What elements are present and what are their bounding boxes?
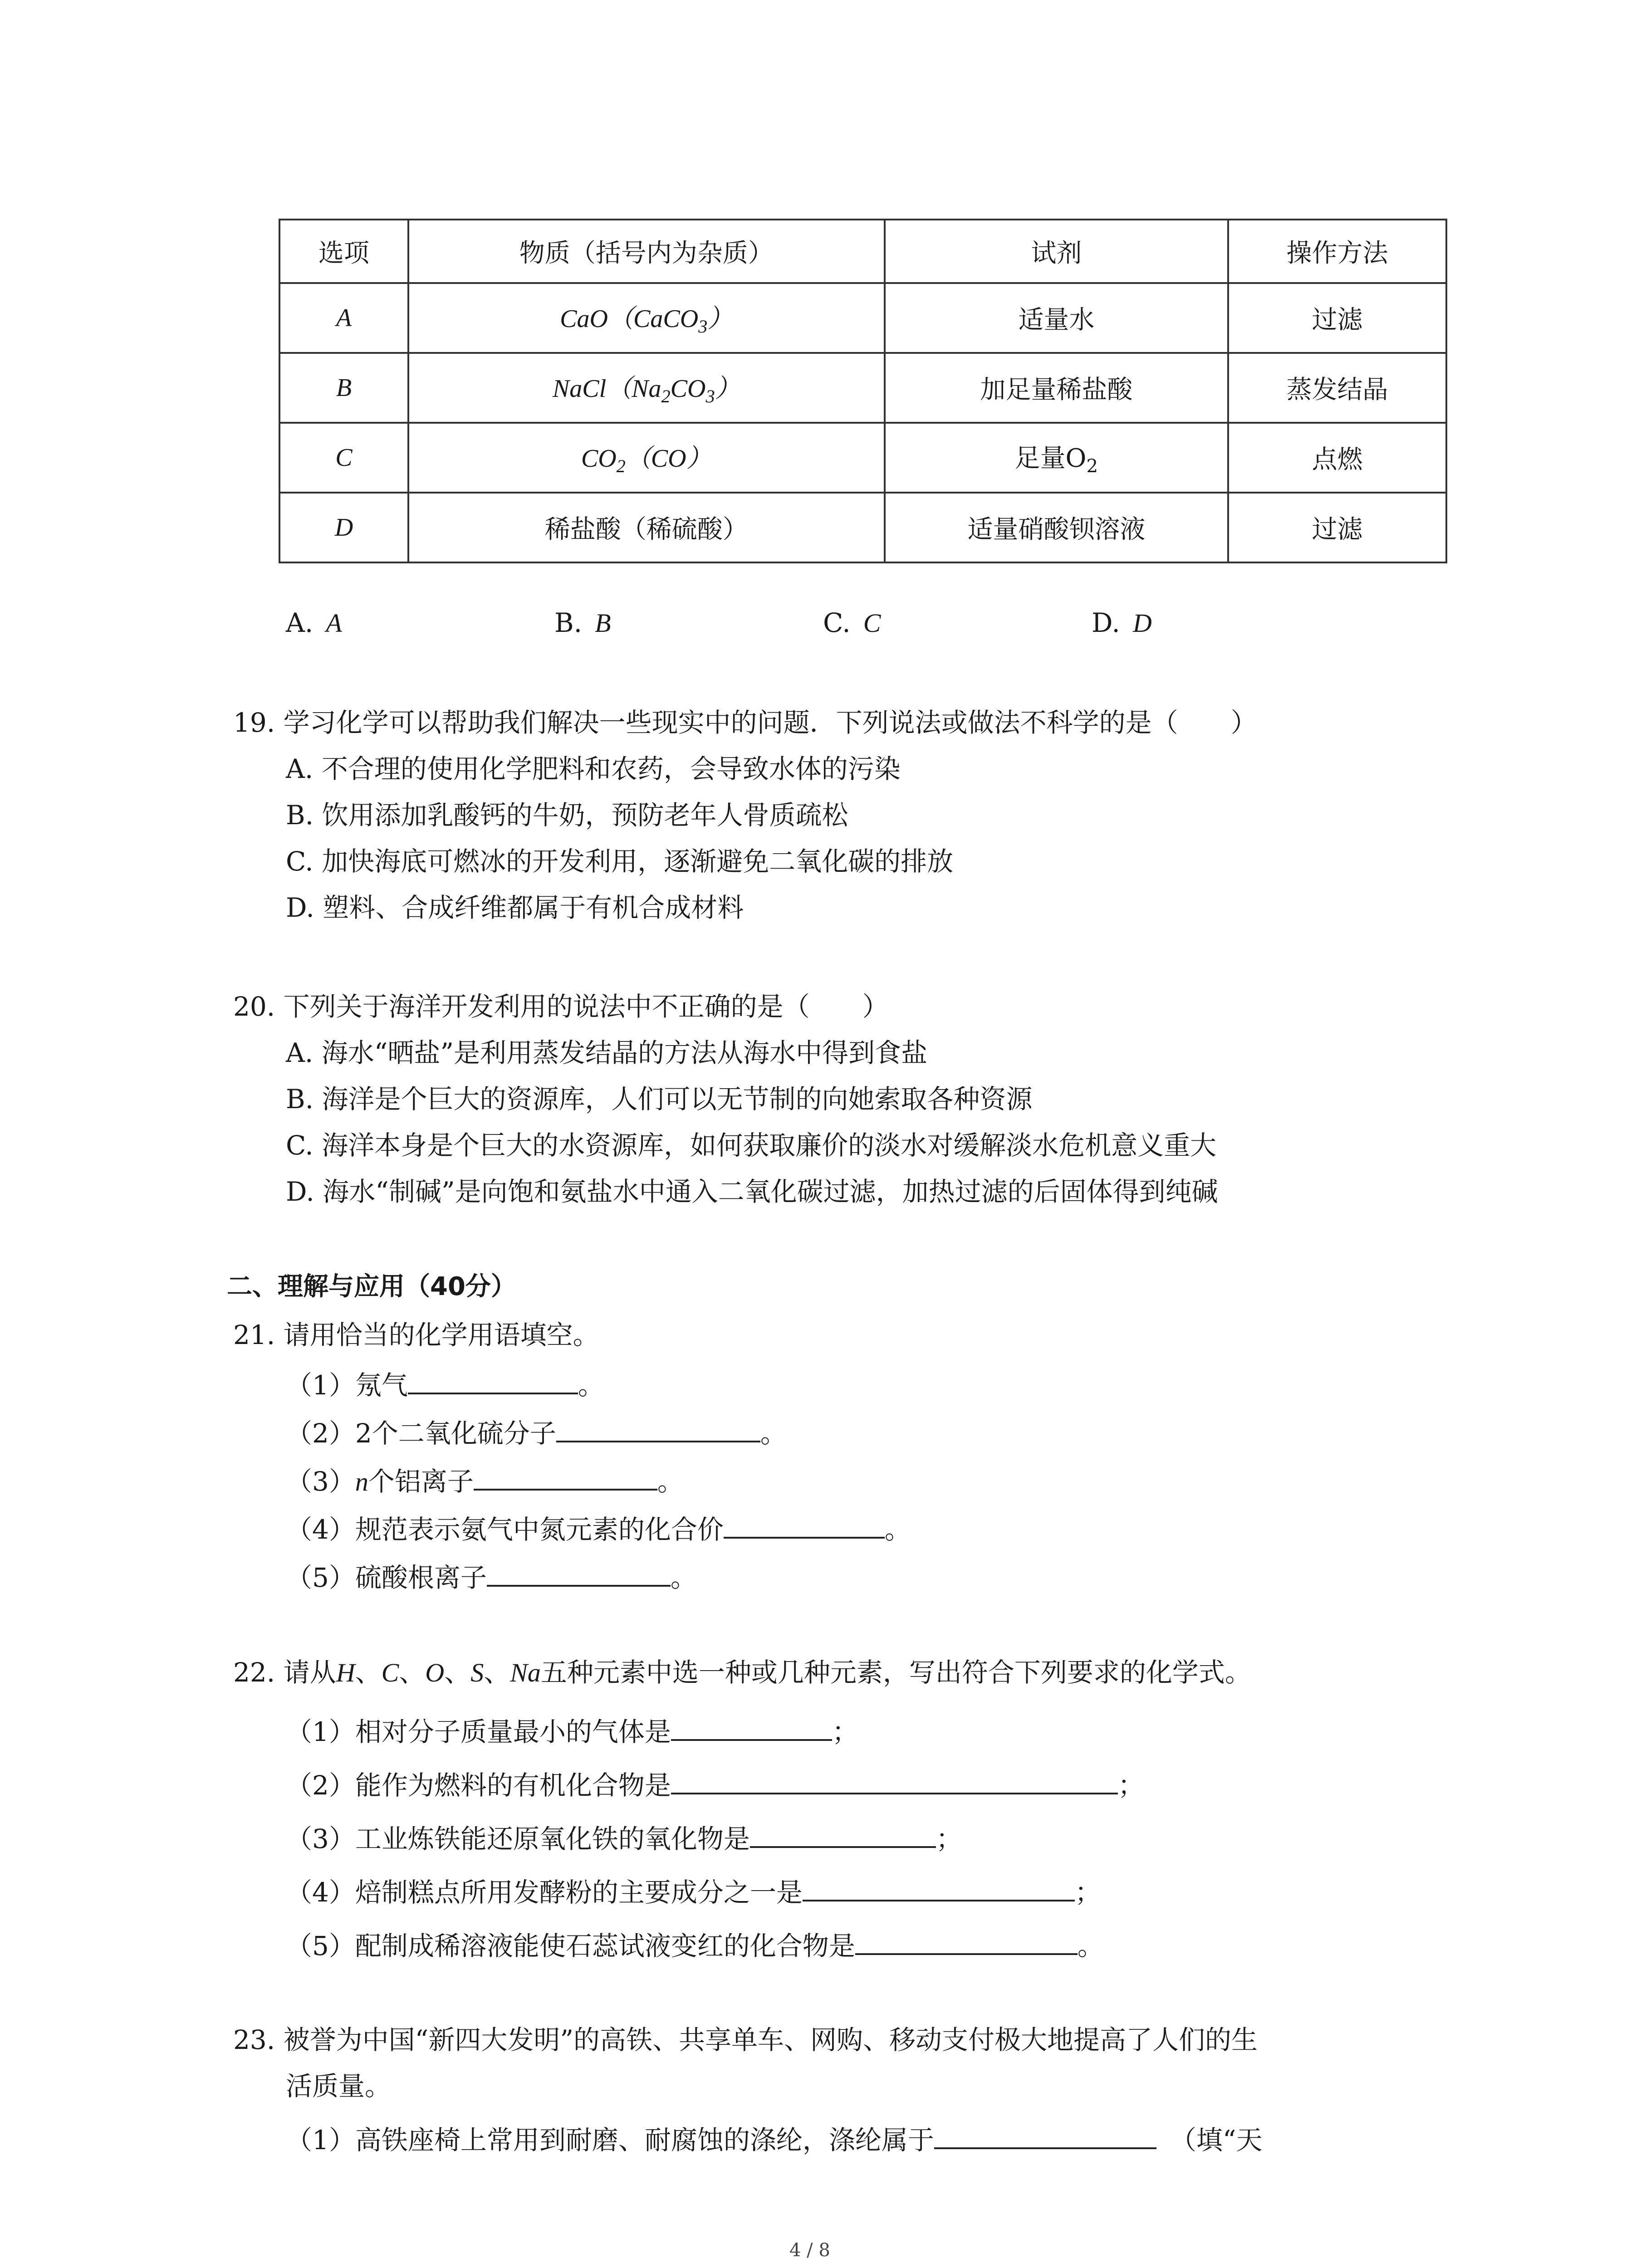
q22-item-2 [286, 1766, 1144, 1802]
method-cell: 过滤 [1228, 283, 1446, 353]
choice-label: C. [823, 607, 851, 638]
item-end: ； [1074, 1877, 1101, 1908]
answer-blank[interactable] [408, 1366, 578, 1394]
reagent-cell: 适量硝酸钡溶液 [885, 493, 1228, 562]
q18-choice-a[interactable] [286, 606, 342, 640]
q22-item-3 [286, 1820, 962, 1856]
table-header-cell: 试剂 [885, 220, 1228, 283]
item-text: （2）能作为燃料的有机化合物是 [286, 1770, 671, 1801]
element-symbol: H [336, 1658, 355, 1687]
method-cell: 点燃 [1228, 423, 1446, 493]
answer-blank[interactable] [474, 1462, 657, 1491]
method-cell: 过滤 [1228, 493, 1446, 562]
q22-stem: 22. 请从H、C、O、S、Na五种元素中选一种或几种元素，写出符合下列要求的化学式。 [233, 1657, 1251, 1688]
choice-label: A. [286, 607, 314, 638]
item-variable: n [355, 1467, 368, 1496]
item-end: ； [1117, 1770, 1144, 1801]
substance-cell [408, 283, 885, 353]
item-text: （4）焙制糕点所用发酵粉的主要成分之一是 [286, 1877, 803, 1908]
table-row [279, 423, 1446, 493]
substance-text: $NaCl(Na_2CO_3)$ [552, 375, 740, 407]
q21-item-5 [286, 1559, 697, 1594]
q21-item-4 [286, 1510, 911, 1546]
q21-item-2 [286, 1414, 787, 1450]
q20-option-b[interactable]: B. 海洋是个巨大的资源库，人们可以无节制的向她索取各种资源 [286, 1084, 1033, 1114]
answer-blank[interactable] [803, 1873, 1075, 1901]
q22-item-1 [286, 1713, 858, 1749]
item-end: ； [832, 1716, 858, 1747]
q19-stem: 19. 学习化学可以帮助我们解决一些现实中的问题．下列说法或做法不科学的是（ ） [233, 707, 1257, 738]
item-text: （5）硫酸根离子 [286, 1562, 487, 1593]
answer-blank[interactable] [556, 1414, 760, 1442]
item-text: （3）工业炼铁能还原氧化铁的氧化物是 [286, 1823, 750, 1854]
choice-value: B [595, 608, 611, 638]
q20-option-d[interactable]: D. 海水“制碱”是向饱和氨盐水中通入二氧化碳过滤，加热过滤的后固体得到纯碱 [286, 1176, 1218, 1207]
item-number: （3） [286, 1466, 355, 1497]
item-text: （1）相对分子质量最小的气体是 [286, 1716, 671, 1747]
table-row [279, 493, 1446, 562]
answer-blank[interactable] [855, 1927, 1078, 1955]
table-row [279, 353, 1446, 423]
table-row [279, 283, 1446, 353]
answer-blank[interactable] [671, 1766, 1118, 1794]
table-header-row [279, 220, 1446, 283]
table-header-cell: 物质（括号内为杂质） [408, 220, 885, 283]
item-end: 。 [657, 1466, 684, 1497]
page-number: 4 / 8 [789, 2240, 830, 2261]
q20-option-c[interactable]: C. 海洋本身是个巨大的水资源库，如何获取廉价的淡水对缓解淡水危机意义重大 [286, 1130, 1217, 1161]
table-header-cell: 操作方法 [1228, 220, 1446, 283]
substance-text: 稀盐酸（稀硫酸） [544, 515, 748, 544]
reagent-cell: 适量水 [885, 283, 1228, 353]
section-heading: 二、理解与应用（40分） [227, 1272, 516, 1301]
q19-option-a[interactable]: A. 不合理的使用化学肥料和农药，会导致水体的污染 [286, 753, 901, 784]
q23-stem-line2: 活质量。 [286, 2071, 392, 2102]
choice-label: D. [1092, 607, 1120, 638]
option-cell: D [279, 493, 408, 562]
item-end: 。 [578, 1370, 604, 1401]
method-cell: 蒸发结晶 [1228, 353, 1446, 423]
q23-stem-line1: 23. 被誉为中国“新四大发明”的高铁、共享单车、网购、移动支付极大地提高了人们的生 [233, 2024, 1258, 2055]
substance-cell [408, 353, 885, 423]
q19-option-d[interactable]: D. 塑料、合成纤维都属于有机合成材料 [286, 892, 744, 923]
q21-item-3 [286, 1462, 684, 1499]
q19-option-c[interactable]: C. 加快海底可燃冰的开发利用，逐渐避免二氧化碳的排放 [286, 846, 954, 877]
item-end: 。 [1077, 1931, 1104, 1961]
option-cell: A [279, 283, 408, 353]
answer-blank[interactable] [934, 2121, 1156, 2149]
q22-item-4 [286, 1873, 1101, 1909]
option-cell: C [279, 423, 408, 493]
q20-stem: 20. 下列关于海洋开发利用的说法中不正确的是（ ） [233, 991, 889, 1022]
q18-choice-d[interactable] [1092, 606, 1152, 640]
choice-label: B. [554, 607, 583, 638]
table-header-cell: 选项 [279, 220, 408, 283]
option-cell: B [279, 353, 408, 423]
item-text: （2）2个二氧化硫分子 [286, 1418, 556, 1449]
answer-blank[interactable] [724, 1510, 885, 1539]
answer-blank[interactable] [671, 1713, 832, 1741]
item-text: （1）高铁座椅上常用到耐磨、耐腐蚀的涤纶，涤纶属于 [286, 2125, 934, 2156]
substance-text: $CO_2(CO)$ [581, 445, 712, 477]
reagent-cell: 加足量稀盐酸 [885, 353, 1228, 423]
stem-text: 22. 请从 [233, 1657, 336, 1688]
q21-stem: 21. 请用恰当的化学用语填空。 [233, 1320, 599, 1350]
item-text: （1）氖气 [286, 1370, 408, 1401]
element-symbol: O [425, 1658, 445, 1687]
element-symbol: Na [510, 1658, 541, 1687]
q23-item-1 [286, 2121, 1263, 2157]
options-table [279, 219, 1447, 563]
item-end: 。 [760, 1418, 787, 1449]
q18-choice-b[interactable] [554, 606, 611, 640]
choice-value: A [326, 608, 342, 638]
substance-cell [408, 493, 885, 562]
choice-value: C [863, 608, 881, 638]
substance-cell [408, 423, 885, 493]
answer-blank[interactable] [487, 1559, 671, 1587]
q18-choice-c[interactable] [823, 606, 881, 640]
element-symbol: S [470, 1658, 484, 1687]
substance-text: CaO（CaCO$_3$） [560, 305, 733, 337]
item-text: （4）规范表示氨气中氮元素的化合价 [286, 1514, 724, 1545]
q22-item-5 [286, 1927, 1104, 1963]
item-text: （5）配制成稀溶液能使石蕊试液变红的化合物是 [286, 1931, 855, 1961]
stem-text: 五种元素中选一种或几种元素，写出符合下列要求的化学式。 [540, 1657, 1251, 1688]
item-end: 。 [670, 1562, 697, 1593]
item-end: 。 [884, 1514, 911, 1545]
q20-option-a[interactable]: A. 海水“晒盐”是利用蒸发结晶的方法从海水中得到食盐 [286, 1037, 928, 1068]
reagent-cell: 足量$O_2$ [885, 423, 1228, 493]
item-end: ； [936, 1823, 962, 1854]
item-end: （填“天 [1170, 2125, 1263, 2156]
q21-item-1 [286, 1366, 604, 1402]
answer-blank[interactable] [750, 1820, 936, 1848]
item-text: 个铝离子 [368, 1466, 474, 1497]
choice-value: D [1132, 608, 1152, 638]
q19-option-b[interactable]: B. 饮用添加乳酸钙的牛奶，预防老年人骨质疏松 [286, 800, 848, 831]
element-symbol: C [381, 1658, 399, 1687]
